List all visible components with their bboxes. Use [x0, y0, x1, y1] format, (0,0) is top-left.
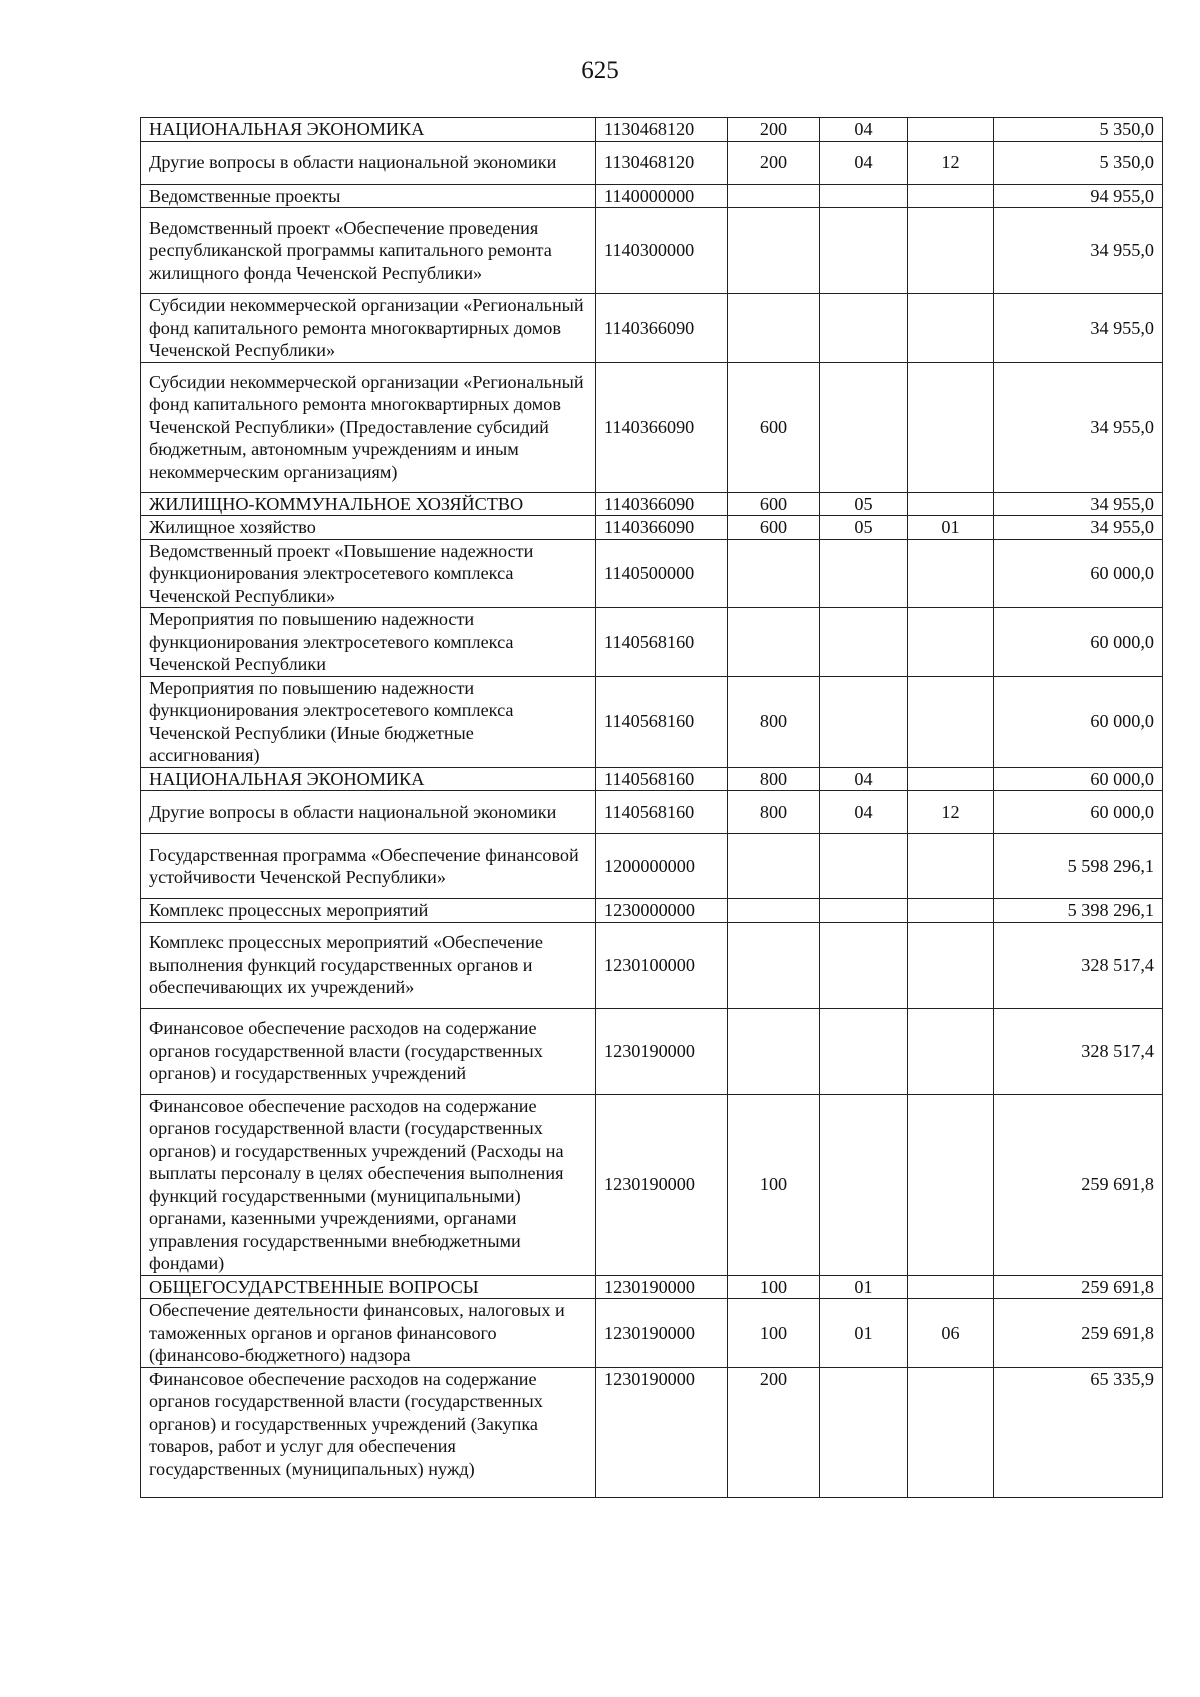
- budget-table: [140, 117, 1163, 1498]
- cell-vr: [728, 899, 820, 923]
- cell-rz: [820, 539, 908, 608]
- cell-code: 1140568160: [596, 791, 728, 834]
- cell-name: Комплекс процессных мероприятий «Обеспечение выполнения функций государственных органов и обеспечивающих их учреждений»: [141, 922, 596, 1008]
- table-row: [141, 118, 1163, 142]
- cell-sum: 60 000,0: [994, 608, 1163, 677]
- cell-rz: [820, 1094, 908, 1275]
- cell-rz: [820, 184, 908, 208]
- cell-vr: 200: [728, 1367, 820, 1497]
- cell-sum: 65 335,9: [994, 1367, 1163, 1497]
- cell-pr: [908, 184, 994, 208]
- cell-vr: [728, 922, 820, 1008]
- cell-sum: 328 517,4: [994, 922, 1163, 1008]
- cell-name: ОБЩЕГОСУДАРСТВЕННЫЕ ВОПРОСЫ: [141, 1275, 596, 1299]
- table-row: [141, 1299, 1163, 1368]
- cell-vr: 200: [728, 141, 820, 184]
- table-row: [141, 208, 1163, 294]
- table-row: [141, 362, 1163, 492]
- cell-code: 1140568160: [596, 608, 728, 677]
- cell-sum: 5 398 296,1: [994, 899, 1163, 923]
- cell-code: 1230190000: [596, 1275, 728, 1299]
- cell-rz: 04: [820, 767, 908, 791]
- cell-pr: [908, 767, 994, 791]
- cell-name: Ведомственный проект «Обеспечение проведения республиканской программы капитального ремонта жилищного фонда Чеченской Республики»: [141, 208, 596, 294]
- table-row: [141, 834, 1163, 899]
- cell-code: 1130468120: [596, 141, 728, 184]
- table-row: [141, 791, 1163, 834]
- table-row: [141, 1008, 1163, 1094]
- cell-code: 1140568160: [596, 676, 728, 767]
- cell-code: 1140000000: [596, 184, 728, 208]
- cell-pr: 01: [908, 516, 994, 540]
- cell-code: 1230100000: [596, 922, 728, 1008]
- cell-pr: [908, 834, 994, 899]
- cell-rz: 01: [820, 1299, 908, 1368]
- table-row: [141, 539, 1163, 608]
- cell-rz: [820, 899, 908, 923]
- table-body: [141, 118, 1163, 1498]
- cell-rz: 05: [820, 492, 908, 516]
- cell-rz: 04: [820, 141, 908, 184]
- cell-code: 1200000000: [596, 834, 728, 899]
- table-row: [141, 294, 1163, 363]
- cell-name: ЖИЛИЩНО-КОММУНАЛЬНОЕ ХОЗЯЙСТВО: [141, 492, 596, 516]
- cell-name: Обеспечение деятельности финансовых, налоговых и таможенных органов и органов финансового (финансово-бюджетного) надзора: [141, 1299, 596, 1368]
- cell-rz: [820, 1367, 908, 1497]
- cell-pr: [908, 1008, 994, 1094]
- cell-pr: [908, 294, 994, 363]
- cell-sum: 328 517,4: [994, 1008, 1163, 1094]
- cell-vr: 800: [728, 767, 820, 791]
- cell-code: 1230190000: [596, 1094, 728, 1275]
- cell-code: 1140366090: [596, 362, 728, 492]
- cell-sum: 34 955,0: [994, 294, 1163, 363]
- cell-rz: 01: [820, 1275, 908, 1299]
- cell-name: Финансовое обеспечение расходов на содержание органов государственной власти (государственных органов) и государственных учреждений (Расходы на выплаты персоналу в целях обеспечения выполнения функций государственными (муниципальными) органами, казенными учреждениями, органами управления государственными внебюджетными фондами): [141, 1094, 596, 1275]
- cell-name: Ведомственные проекты: [141, 184, 596, 208]
- cell-rz: 05: [820, 516, 908, 540]
- table-row: [141, 516, 1163, 540]
- cell-rz: [820, 1008, 908, 1094]
- cell-pr: [908, 492, 994, 516]
- cell-vr: 800: [728, 676, 820, 767]
- cell-pr: [908, 1367, 994, 1497]
- cell-vr: 100: [728, 1094, 820, 1275]
- cell-name: Другие вопросы в области национальной экономики: [141, 141, 596, 184]
- cell-pr: [908, 118, 994, 142]
- cell-name: Мероприятия по повышению надежности функционирования электросетевого комплекса Чеченской Республики: [141, 608, 596, 677]
- cell-rz: 04: [820, 118, 908, 142]
- cell-sum: 60 000,0: [994, 676, 1163, 767]
- cell-vr: [728, 184, 820, 208]
- cell-vr: [728, 539, 820, 608]
- cell-name: Субсидии некоммерческой организации «Региональный фонд капитального ремонта многоквартирных домов Чеченской Республики»: [141, 294, 596, 363]
- cell-pr: [908, 208, 994, 294]
- cell-pr: [908, 922, 994, 1008]
- cell-code: 1140500000: [596, 539, 728, 608]
- cell-rz: [820, 834, 908, 899]
- table-row: [141, 184, 1163, 208]
- cell-vr: [728, 294, 820, 363]
- cell-code: 1140300000: [596, 208, 728, 294]
- cell-pr: [908, 1094, 994, 1275]
- cell-pr: 12: [908, 791, 994, 834]
- cell-vr: [728, 208, 820, 294]
- cell-name: НАЦИОНАЛЬНАЯ ЭКОНОМИКА: [141, 118, 596, 142]
- cell-sum: 259 691,8: [994, 1094, 1163, 1275]
- cell-vr: 800: [728, 791, 820, 834]
- cell-code: 1230190000: [596, 1367, 728, 1497]
- cell-pr: [908, 539, 994, 608]
- cell-pr: [908, 676, 994, 767]
- cell-vr: [728, 834, 820, 899]
- table-row: [141, 492, 1163, 516]
- cell-sum: 34 955,0: [994, 516, 1163, 540]
- cell-rz: [820, 676, 908, 767]
- cell-rz: [820, 208, 908, 294]
- cell-name: Комплекс процессных мероприятий: [141, 899, 596, 923]
- cell-sum: 34 955,0: [994, 208, 1163, 294]
- cell-pr: [908, 1275, 994, 1299]
- cell-code: 1140366090: [596, 294, 728, 363]
- cell-code: 1230190000: [596, 1299, 728, 1368]
- table-row: [141, 608, 1163, 677]
- cell-vr: 600: [728, 492, 820, 516]
- table-row: [141, 1094, 1163, 1275]
- cell-pr: [908, 899, 994, 923]
- cell-code: 1230190000: [596, 1008, 728, 1094]
- cell-vr: 100: [728, 1299, 820, 1368]
- cell-sum: 259 691,8: [994, 1275, 1163, 1299]
- cell-code: 1230000000: [596, 899, 728, 923]
- cell-code: 1140568160: [596, 767, 728, 791]
- cell-rz: [820, 294, 908, 363]
- cell-vr: 600: [728, 362, 820, 492]
- cell-name: Финансовое обеспечение расходов на содержание органов государственной власти (государственных органов) и государственных учреждений (Закупка товаров, работ и услуг для обеспечения государственных (муниципальных) нужд): [141, 1367, 596, 1497]
- cell-sum: 259 691,8: [994, 1299, 1163, 1368]
- cell-code: 1140366090: [596, 492, 728, 516]
- cell-name: НАЦИОНАЛЬНАЯ ЭКОНОМИКА: [141, 767, 596, 791]
- cell-rz: [820, 922, 908, 1008]
- cell-sum: 60 000,0: [994, 791, 1163, 834]
- cell-sum: 5 350,0: [994, 141, 1163, 184]
- cell-name: Финансовое обеспечение расходов на содержание органов государственной власти (государственных органов) и государственных учреждений: [141, 1008, 596, 1094]
- cell-vr: [728, 1008, 820, 1094]
- cell-name: Ведомственный проект «Повышение надежности функционирования электросетевого комплекса Чеченской Республики»: [141, 539, 596, 608]
- cell-name: Мероприятия по повышению надежности функционирования электросетевого комплекса Чеченской Республики (Иные бюджетные ассигнования): [141, 676, 596, 767]
- cell-sum: 34 955,0: [994, 362, 1163, 492]
- table-row: [141, 899, 1163, 923]
- cell-code: 1130468120: [596, 118, 728, 142]
- cell-vr: 100: [728, 1275, 820, 1299]
- cell-rz: [820, 608, 908, 677]
- cell-vr: 200: [728, 118, 820, 142]
- cell-pr: 12: [908, 141, 994, 184]
- cell-name: Государственная программа «Обеспечение финансовой устойчивости Чеченской Республики»: [141, 834, 596, 899]
- cell-code: 1140366090: [596, 516, 728, 540]
- table-row: [141, 676, 1163, 767]
- page-number: 625: [581, 57, 619, 84]
- cell-sum: 94 955,0: [994, 184, 1163, 208]
- cell-sum: 5 598 296,1: [994, 834, 1163, 899]
- cell-rz: 04: [820, 791, 908, 834]
- cell-name: Жилищное хозяйство: [141, 516, 596, 540]
- cell-pr: [908, 362, 994, 492]
- cell-vr: 600: [728, 516, 820, 540]
- cell-name: Другие вопросы в области национальной экономики: [141, 791, 596, 834]
- table-row: [141, 922, 1163, 1008]
- cell-pr: [908, 608, 994, 677]
- cell-sum: 60 000,0: [994, 539, 1163, 608]
- table-row: [141, 767, 1163, 791]
- table-row: [141, 1275, 1163, 1299]
- cell-sum: 5 350,0: [994, 118, 1163, 142]
- cell-sum: 34 955,0: [994, 492, 1163, 516]
- table-row: [141, 141, 1163, 184]
- cell-pr: 06: [908, 1299, 994, 1368]
- cell-rz: [820, 362, 908, 492]
- cell-vr: [728, 608, 820, 677]
- cell-name: Субсидии некоммерческой организации «Региональный фонд капитального ремонта многоквартирных домов Чеченской Республики» (Предоставление субсидий бюджетным, автономным учреждениям и иным некоммерческим организациям): [141, 362, 596, 492]
- cell-sum: 60 000,0: [994, 767, 1163, 791]
- table-row: [141, 1367, 1163, 1497]
